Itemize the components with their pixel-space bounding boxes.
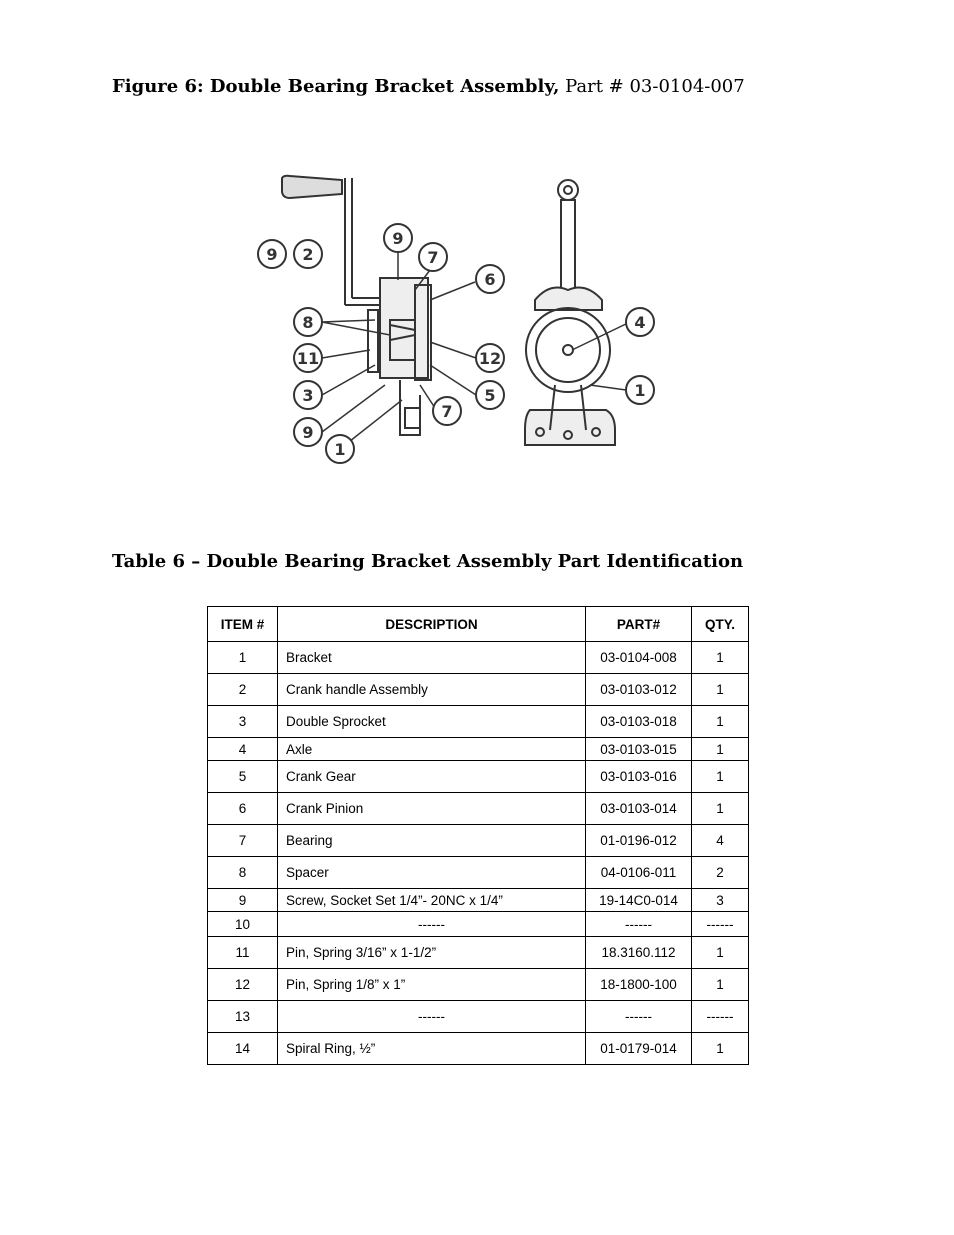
cell-qty: 1 [692, 1033, 749, 1065]
callout-label: 9 [266, 245, 278, 264]
cell-description: ------ [278, 1001, 586, 1033]
sprocket-left [368, 310, 378, 372]
cell-part: 19-14C0-014 [586, 889, 692, 912]
cell-description: Pin, Spring 1/8” x 1” [278, 969, 586, 1001]
cell-description: Crank Pinion [278, 793, 586, 825]
cell-qty: 4 [692, 825, 749, 857]
table-caption: Table 6 – Double Bearing Bracket Assembly Part Identification [112, 551, 744, 572]
cell-qty: 1 [692, 761, 749, 793]
cell-qty: 3 [692, 889, 749, 912]
callout-label: 11 [296, 349, 320, 368]
table-row [208, 761, 749, 793]
cell-part: 01-0179-014 [586, 1033, 692, 1065]
cell-qty: 1 [692, 738, 749, 761]
cell-item: 6 [208, 793, 278, 825]
cell-description: Crank handle Assembly [278, 674, 586, 706]
cell-qty: ------ [692, 1001, 749, 1033]
table-row [208, 889, 749, 912]
cell-item: 4 [208, 738, 278, 761]
table-header-row [208, 607, 749, 642]
cell-item: 7 [208, 825, 278, 857]
cell-description: Spiral Ring, ½” [278, 1033, 586, 1065]
table-row [208, 937, 749, 969]
assembly-diagram [250, 160, 670, 470]
table-row [208, 738, 749, 761]
callout-label: 7 [441, 402, 453, 421]
callout-label: 8 [302, 313, 314, 332]
callout-label: 4 [634, 313, 646, 332]
table-row [208, 674, 749, 706]
cell-part: 01-0196-012 [586, 825, 692, 857]
callout-label: 5 [484, 386, 496, 405]
cell-description: Double Sprocket [278, 706, 586, 738]
cell-part: 03-0103-014 [586, 793, 692, 825]
cell-description: Pin, Spring 3/16” x 1-1/2” [278, 937, 586, 969]
callout-label: 9 [392, 229, 404, 248]
callout-label: 12 [478, 349, 502, 368]
cell-item: 14 [208, 1033, 278, 1065]
callout-label: 3 [302, 386, 314, 405]
table-row [208, 969, 749, 1001]
figure-caption [112, 76, 745, 97]
cell-description: Bearing [278, 825, 586, 857]
callout-label: 9 [302, 423, 314, 442]
cell-qty: 1 [692, 706, 749, 738]
cell-part: 04-0106-011 [586, 857, 692, 889]
cell-qty: 1 [692, 969, 749, 1001]
sprocket-outer [526, 308, 610, 392]
table-row [208, 912, 749, 937]
cell-item: 11 [208, 937, 278, 969]
table-row [208, 706, 749, 738]
cell-item: 13 [208, 1001, 278, 1033]
cell-qty: ------ [692, 912, 749, 937]
cell-part: 03-0104-008 [586, 642, 692, 674]
cell-description: Axle [278, 738, 586, 761]
callout-label: 6 [484, 270, 496, 289]
cell-qty: 1 [692, 674, 749, 706]
cell-item: 2 [208, 674, 278, 706]
cell-qty: 1 [692, 937, 749, 969]
table-row [208, 1001, 749, 1033]
cell-description: Spacer [278, 857, 586, 889]
header-description: DESCRIPTION [278, 607, 586, 642]
cell-qty: 1 [692, 642, 749, 674]
cell-description: Screw, Socket Set 1/4”- 20NC x 1/4” [278, 889, 586, 912]
table-row [208, 825, 749, 857]
table-row [208, 857, 749, 889]
header-qty: QTY. [692, 607, 749, 642]
axle-center [563, 345, 573, 355]
cell-part: 18-1800-100 [586, 969, 692, 1001]
cell-item: 8 [208, 857, 278, 889]
callout-label: 1 [334, 440, 346, 459]
handle-shaft [561, 200, 575, 300]
cell-part: 03-0103-012 [586, 674, 692, 706]
callout-label: 2 [302, 245, 314, 264]
header-item: ITEM # [208, 607, 278, 642]
cell-item: 9 [208, 889, 278, 912]
cell-description: Crank Gear [278, 761, 586, 793]
cell-description: Bracket [278, 642, 586, 674]
handle-knob [558, 180, 578, 200]
table-row [208, 642, 749, 674]
cell-part: ------ [586, 912, 692, 937]
cell-item: 3 [208, 706, 278, 738]
table-row [208, 1033, 749, 1065]
cell-qty: 2 [692, 857, 749, 889]
cell-qty: 1 [692, 793, 749, 825]
cell-description: ------ [278, 912, 586, 937]
figure-caption-part: Part # 03-0104-007 [559, 76, 745, 97]
cell-part: 18.3160.112 [586, 937, 692, 969]
cell-part: 03-0103-016 [586, 761, 692, 793]
parts-table [207, 606, 749, 1065]
cell-part: 03-0103-015 [586, 738, 692, 761]
callout-label: 7 [427, 248, 439, 267]
cell-item: 5 [208, 761, 278, 793]
cell-item: 12 [208, 969, 278, 1001]
cell-part: ------ [586, 1001, 692, 1033]
cell-part: 03-0103-018 [586, 706, 692, 738]
cell-item: 10 [208, 912, 278, 937]
crank-handle-grip [282, 176, 342, 198]
figure-caption-title: Figure 6: Double Bearing Bracket Assembly, [112, 76, 560, 97]
header-part: PART# [586, 607, 692, 642]
callout-label: 1 [634, 381, 646, 400]
cell-item: 1 [208, 642, 278, 674]
table-row [208, 793, 749, 825]
